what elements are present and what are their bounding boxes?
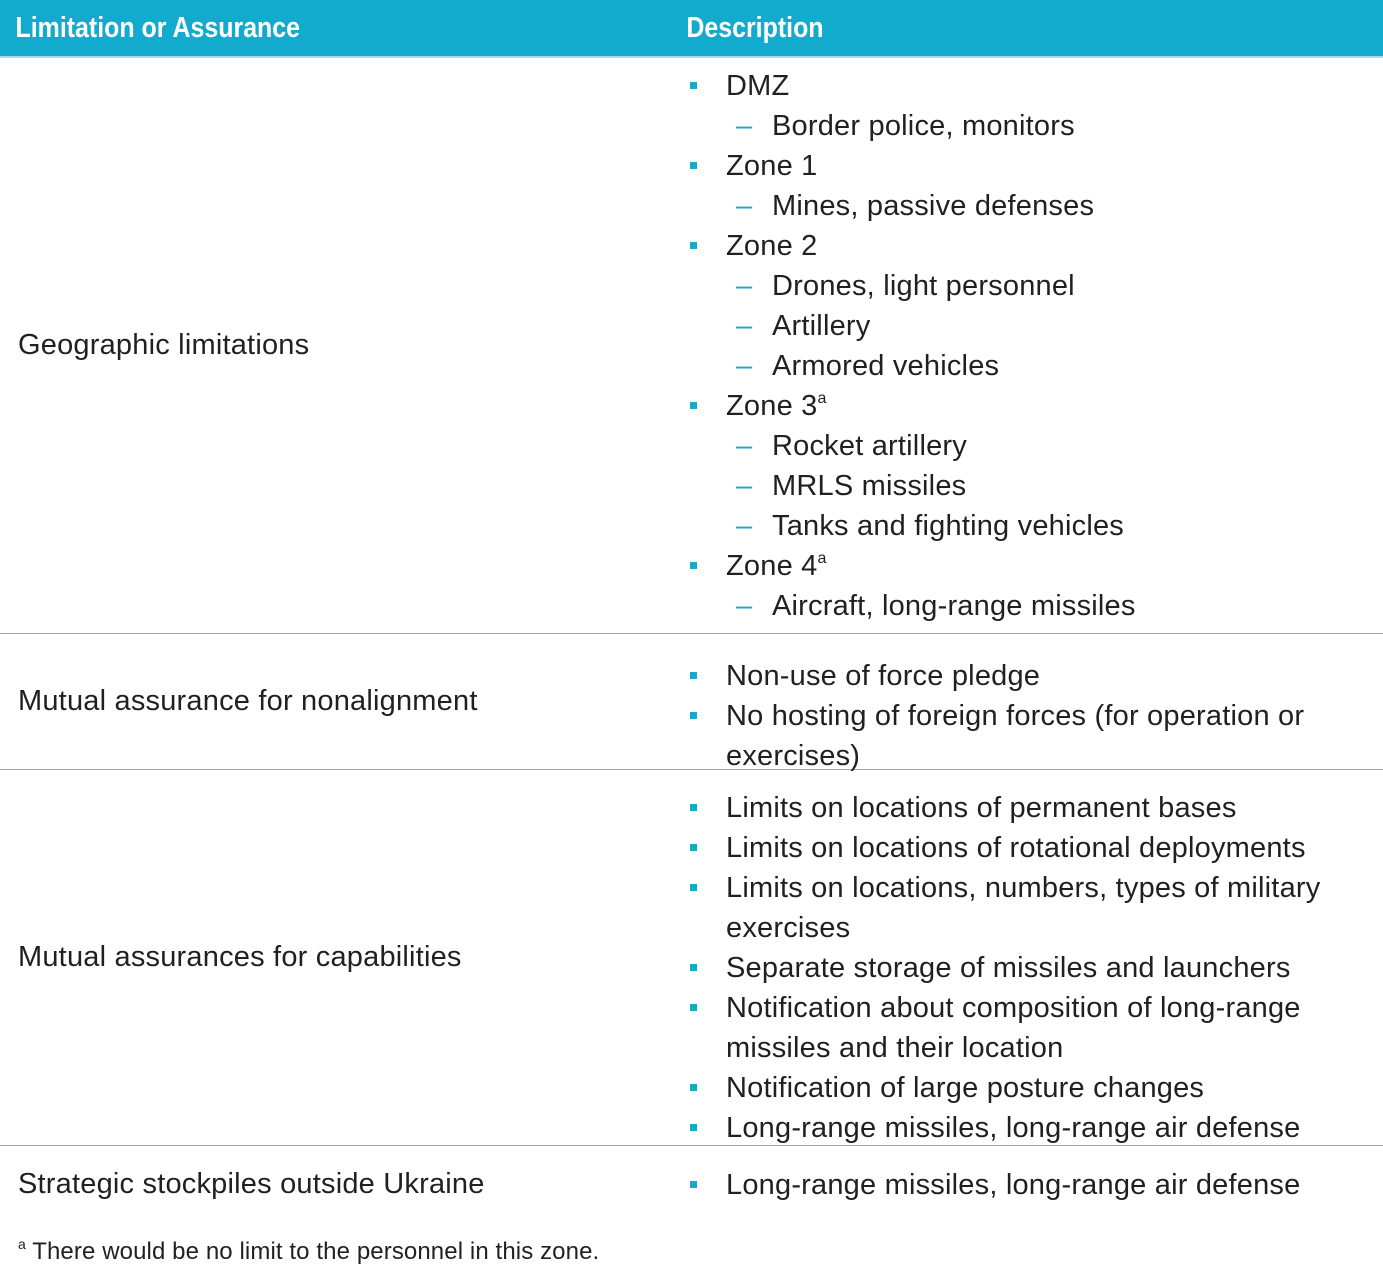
header-description: Description bbox=[686, 11, 824, 44]
bullet-icon bbox=[690, 82, 697, 89]
list-item: Notification about composition of long-range missiles and their location bbox=[690, 988, 1363, 1068]
row-label: Geographic limitations bbox=[18, 329, 310, 361]
list-item: Long-range missiles, long-range air defense bbox=[690, 1108, 1363, 1148]
bullet-icon bbox=[690, 884, 697, 891]
dash-icon: – bbox=[736, 110, 753, 142]
row-description bbox=[690, 634, 1383, 772]
sub-list-item: – Border police, monitors bbox=[690, 106, 1363, 146]
table-row-nonalignment bbox=[0, 634, 1383, 770]
list-item: Zone 4$^a$ bbox=[690, 546, 1363, 586]
sub-list-item: – Tanks and fighting vehicles bbox=[690, 506, 1363, 546]
list-item: Limits on locations of permanent bases bbox=[690, 788, 1363, 828]
bullet-icon bbox=[690, 1124, 697, 1131]
sub-list-item: – Drones, light personnel bbox=[690, 266, 1363, 306]
sub-list-item: – Artillery bbox=[690, 306, 1363, 346]
list-item: Limits on locations, numbers, types of military exercises bbox=[690, 868, 1363, 948]
bullet-icon bbox=[690, 844, 697, 851]
dash-icon: – bbox=[736, 270, 753, 302]
dash-icon: – bbox=[736, 590, 753, 622]
table-row-geographic bbox=[0, 58, 1383, 634]
list-item: No hosting of foreign forces (for operation or exercises) bbox=[690, 696, 1363, 776]
list-item: Long-range missiles, long-range air defense bbox=[690, 1165, 1363, 1205]
bullet-icon bbox=[690, 804, 697, 811]
row-description bbox=[690, 58, 1383, 633]
header-limitation-or-assurance: Limitation or Assurance bbox=[15, 11, 301, 44]
list-item: Non-use of force pledge bbox=[690, 656, 1363, 696]
dash-icon: – bbox=[736, 430, 753, 462]
list-item: Zone 3$^a$ bbox=[690, 386, 1363, 426]
table-row-capabilities bbox=[0, 770, 1383, 1146]
bullet-icon bbox=[690, 242, 697, 249]
dash-icon: – bbox=[736, 510, 753, 542]
row-label: Mutual assurance for nonalignment bbox=[18, 685, 478, 717]
footnote-marker: a bbox=[817, 550, 827, 567]
row-description bbox=[690, 770, 1383, 1145]
row-description bbox=[690, 1146, 1383, 1238]
bullet-icon bbox=[690, 964, 697, 971]
list-item: Zone 2 bbox=[690, 226, 1363, 266]
sub-list-item: – Aircraft, long-range missiles bbox=[690, 586, 1363, 626]
table-header bbox=[0, 0, 1383, 58]
bullet-icon bbox=[690, 712, 697, 719]
table-footnote: $^a$ There would be no limit to the personnel in this zone. bbox=[18, 1236, 600, 1265]
dash-icon: – bbox=[736, 310, 753, 342]
bullet-icon bbox=[690, 672, 697, 679]
sub-list-item: – Mines, passive defenses bbox=[690, 186, 1363, 226]
bullet-icon bbox=[690, 1181, 697, 1188]
list-item: DMZ bbox=[690, 66, 1363, 106]
dash-icon: – bbox=[736, 350, 753, 382]
sub-list-item: – Rocket artillery bbox=[690, 426, 1363, 466]
bullet-icon bbox=[690, 402, 697, 409]
table-row-stockpiles bbox=[0, 1146, 1383, 1238]
list-item: Separate storage of missiles and launchers bbox=[690, 948, 1363, 988]
sub-list-item: – MRLS missiles bbox=[690, 466, 1363, 506]
bullet-icon bbox=[690, 562, 697, 569]
list-item: Zone 1 bbox=[690, 146, 1363, 186]
dash-icon: – bbox=[736, 190, 753, 222]
bullet-icon bbox=[690, 1084, 697, 1091]
row-label: Mutual assurances for capabilities bbox=[18, 941, 462, 973]
list-item: Limits on locations of rotational deployments bbox=[690, 828, 1363, 868]
bullet-icon bbox=[690, 1004, 697, 1011]
footnote-marker: a bbox=[817, 390, 827, 407]
dash-icon: – bbox=[736, 470, 753, 502]
list-item: Notification of large posture changes bbox=[690, 1068, 1363, 1108]
sub-list-item: – Armored vehicles bbox=[690, 346, 1363, 386]
footnote-marker: a bbox=[18, 1236, 26, 1252]
row-label: Strategic stockpiles outside Ukraine bbox=[18, 1168, 485, 1200]
bullet-icon bbox=[690, 162, 697, 169]
